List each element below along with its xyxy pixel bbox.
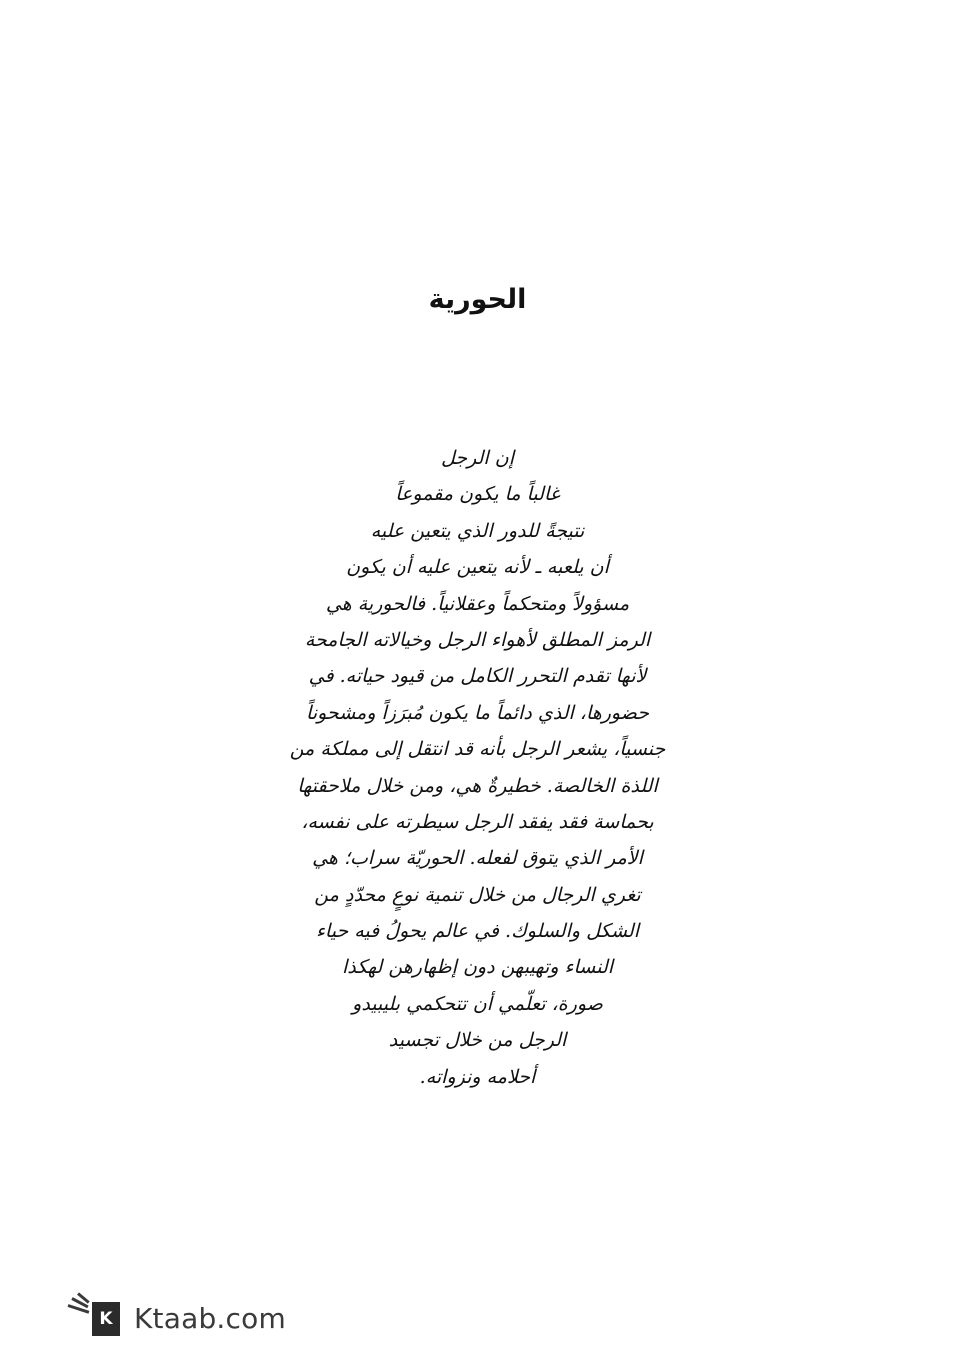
page-title: الحورية: [428, 284, 527, 315]
poem-line: أن يلعبه ـ لأنه يتعين عليه أن يكون: [346, 556, 609, 579]
poem-line: بحماسة فقد يفقد الرجل سيطرته على نفسه،: [301, 810, 654, 833]
poem-line: مسؤولاً ومتحكماً وعقلانياً. فالحورية هي: [325, 592, 630, 615]
logo-letter: K: [92, 1302, 120, 1336]
book-pages-icon: [66, 1290, 124, 1346]
poem-line: النساء وتهيبهن دون إظهارهن لهكذا: [341, 956, 614, 979]
footer-branding: [66, 1290, 286, 1346]
poem-line: أحلامه ونزواته.: [419, 1065, 536, 1088]
poem-body: [0, 440, 955, 1095]
poem-line: اللذة الخالصة. خطيرةٌ هي، ومن خلال ملاحقتها: [297, 774, 658, 797]
poem-line: غالباً ما يكون مقموعاً: [395, 483, 560, 506]
poem-line: الأمر الذي يتوق لفعله. الحوريّة سراب؛ هي: [312, 847, 643, 870]
poem-line: الرمز المطلق لأهواء الرجل وخيالاته الجامحة: [304, 628, 651, 651]
poem-line: لأنها تقدم التحرر الكامل من قيود حياته. في: [308, 665, 647, 688]
poem-line: نتيجةً للدور الذي يتعين عليه: [370, 519, 585, 542]
poem-line: إن الرجل: [441, 447, 514, 469]
poem-line: الرجل من خلال تجسيد: [388, 1029, 567, 1052]
poem-line: حضورها، الذي دائماً ما يكون مُبرَزاً ومشحوناً: [306, 701, 649, 724]
poem-line: صورة، تعلّمي أن تتحكمي بليبيدو: [352, 992, 603, 1015]
brand-name: Ktaab.com: [134, 1301, 286, 1335]
poem-line: جنسياً، يشعر الرجل بأنه قد انتقل إلى مملكة من: [289, 738, 666, 761]
poem-line: الشكل والسلوك. في عالم يحولُ فيه حياء: [316, 920, 639, 943]
poem-line: تغري الرجال من خلال تنمية نوعٍ محدّدٍ من: [314, 883, 641, 906]
